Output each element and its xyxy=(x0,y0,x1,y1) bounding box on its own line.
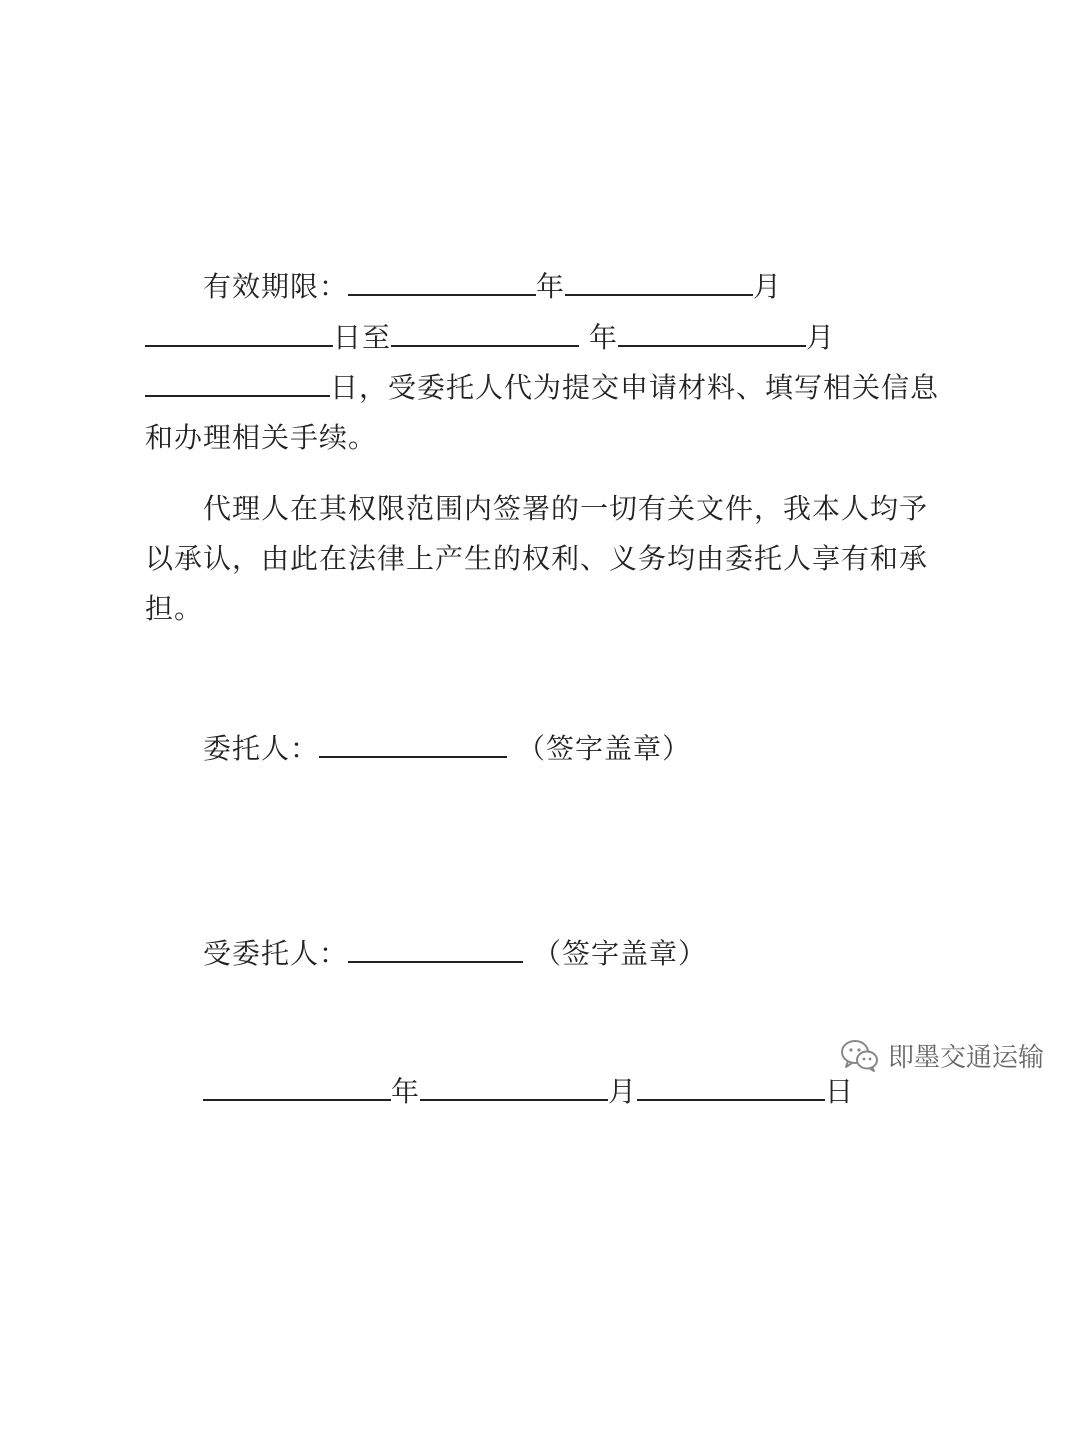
date-month-label: 月 xyxy=(608,1075,638,1108)
validity-day1-blank[interactable] xyxy=(145,319,333,347)
wechat-icon xyxy=(840,1039,880,1073)
agent-signature-blank[interactable] xyxy=(348,935,523,963)
agent-paragraph-line-3: 担。 xyxy=(145,592,204,625)
validity-year1-blank[interactable] xyxy=(348,268,536,296)
validity-month1-label: 月 xyxy=(753,270,783,303)
validity-year2-label: 年 xyxy=(589,321,619,354)
watermark xyxy=(840,1037,1044,1074)
validity-line-1 xyxy=(203,262,782,312)
watermark-text: 即墨交通运输 xyxy=(887,1043,1044,1073)
validity-label: 有效期限： xyxy=(203,270,349,303)
date-year-blank[interactable] xyxy=(203,1073,391,1101)
agent-paragraph-line-2: 以承认，由此在法律上产生的权利、义务均由委托人享有和承 xyxy=(145,542,929,575)
agent-label: 受委托人： xyxy=(203,937,349,970)
principal-signature-line xyxy=(203,724,691,774)
agent-note: （签字盖章） xyxy=(533,937,708,970)
validity-day-end-text: 日，受委托人代为提交申请材料、填写相关信息 xyxy=(330,371,940,404)
validity-line-2 xyxy=(145,313,835,363)
principal-signature-blank[interactable] xyxy=(319,730,507,758)
principal-note: （签字盖章） xyxy=(517,732,692,765)
validity-line-3 xyxy=(145,363,939,413)
principal-label: 委托人： xyxy=(203,732,320,765)
date-month-blank[interactable] xyxy=(420,1073,608,1101)
date-day-blank[interactable] xyxy=(637,1073,825,1101)
validity-month1-blank[interactable] xyxy=(565,268,753,296)
validity-year1-label: 年 xyxy=(536,270,566,303)
date-day-label: 日 xyxy=(825,1075,855,1108)
validity-month2-label: 月 xyxy=(806,321,836,354)
date-line xyxy=(203,1067,854,1117)
validity-day2-blank[interactable] xyxy=(145,369,330,397)
agent-signature-line xyxy=(203,929,707,979)
validity-month2-blank[interactable] xyxy=(618,319,806,347)
date-year-label: 年 xyxy=(391,1075,421,1108)
validity-day-to-label: 日至 xyxy=(333,321,392,354)
validity-year2-blank[interactable] xyxy=(391,319,579,347)
agent-paragraph-line-1: 代理人在其权限范围内签署的一切有关文件，我本人均予 xyxy=(203,492,929,525)
validity-line-4: 和办理相关手续。 xyxy=(145,421,378,454)
